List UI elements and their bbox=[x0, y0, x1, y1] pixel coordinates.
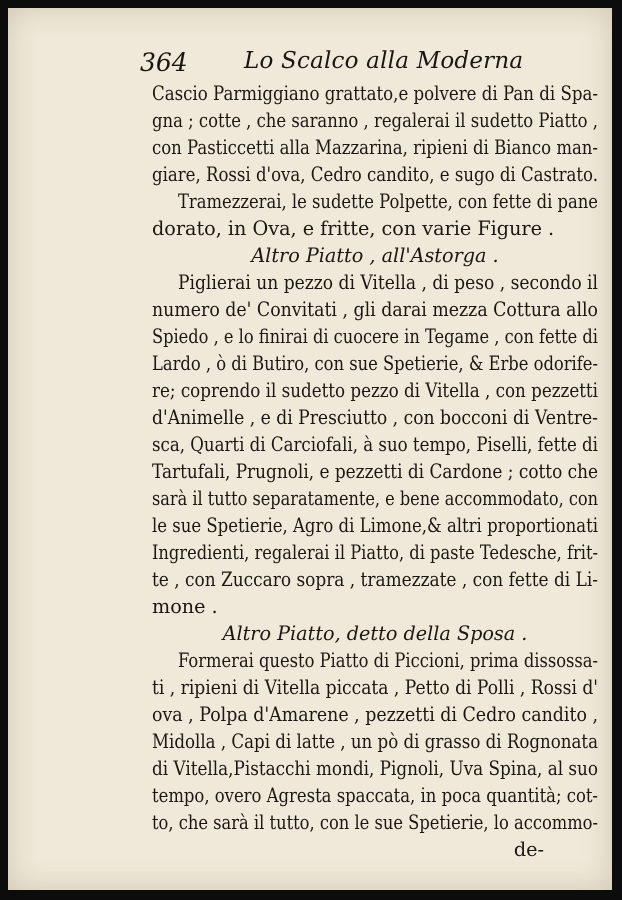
text-line: to, che sarà il tutto, con le sue Spetierie, lo accommo- bbox=[152, 811, 598, 834]
book-page bbox=[8, 8, 612, 890]
text-line: tempo, overo Agresta spaccata, in poca quantità; cot- bbox=[152, 784, 598, 807]
text-line: re; coprendo il sudetto pezzo di Vitella , con pezzetti bbox=[152, 379, 598, 402]
text-line: ova , Polpa d'Amarene , pezzetti di Cedro candito , bbox=[152, 703, 598, 726]
running-title: Lo Scalco alla Moderna bbox=[244, 48, 524, 74]
page-number: 364 bbox=[140, 48, 188, 77]
text-line: giare, Rossi d'ova, Cedro candito, e sugo di Castrato. bbox=[152, 163, 598, 186]
text-line: con Pasticcetti alla Mazzarina, ripieni di Bianco man- bbox=[152, 136, 598, 159]
section-heading: Altro Piatto, detto della Sposa . bbox=[222, 622, 528, 645]
text-line: numero de' Convitati , gli darai mezza Cottura allo bbox=[152, 298, 598, 321]
text-line: te , con Zuccaro sopra , tramezzate , con fette di Li- bbox=[152, 568, 598, 591]
catchword: de- bbox=[513, 838, 544, 861]
text-line: Ingredienti, regalerai il Piatto, di paste Tedesche, frit- bbox=[152, 541, 598, 564]
text-line: Tramezzerai, le sudette Polpette, con fette di pane bbox=[178, 190, 598, 213]
text-line: Tartufali, Prugnoli, e pezzetti di Cardone ; cotto che bbox=[152, 460, 598, 483]
text-line: Midolla , Capi di latte , un pò di grasso di Rognonata bbox=[152, 730, 598, 753]
text-line: gna ; cotte , che saranno , regalerai il sudetto Piatto , bbox=[152, 109, 598, 132]
text-line: Lardo , ò di Butiro, con sue Spetierie, & Erbe odorife- bbox=[152, 352, 598, 375]
text-line: d'Animelle , e di Presciutto , con bocconi di Ventre- bbox=[152, 406, 598, 429]
text-line: di Vitella,Pistacchi mondi, Pignoli, Uva Spina, al suo bbox=[152, 757, 598, 780]
text-line: ti , ripieni di Vitella piccata , Petto di Polli , Rossi d' bbox=[152, 676, 598, 699]
text-line: le sue Spetierie, Agro di Limone,& altri proportionati bbox=[152, 514, 598, 537]
text-line: Formerai questo Piatto di Piccioni, prima dissossa- bbox=[178, 649, 598, 672]
text-line: Spiedo , e lo finirai di cuocere in Tegame , con fette di bbox=[152, 325, 598, 348]
section-heading: Altro Piatto , all'Astorga . bbox=[251, 244, 499, 267]
text-line: Cascio Parmiggiano grattato,e polvere di Pan di Spa- bbox=[152, 82, 598, 105]
text-line: Piglierai un pezzo di Vitella , di peso , secondo il bbox=[178, 271, 598, 294]
text-line: sca, Quarti di Carciofali, à suo tempo, Piselli, fette di bbox=[152, 433, 598, 456]
text-line: sarà il tutto separatamente, e bene accommodato, con bbox=[152, 487, 598, 510]
body-text bbox=[152, 80, 598, 863]
text-line: dorato, in Ova, e fritte, con varie Figure . bbox=[152, 217, 555, 240]
text-line: mone . bbox=[152, 595, 218, 618]
page-header bbox=[140, 48, 580, 82]
